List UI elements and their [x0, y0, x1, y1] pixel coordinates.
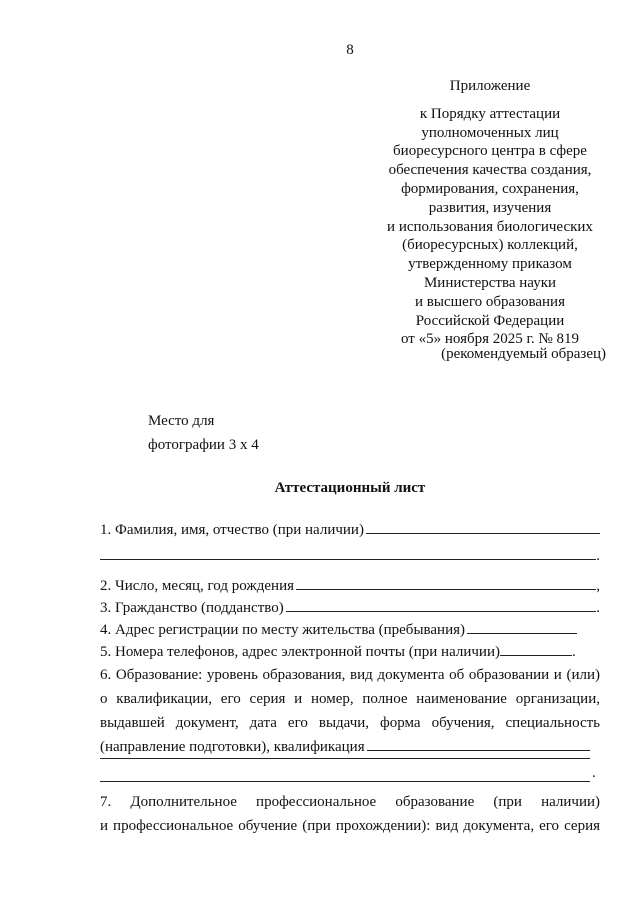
appendix-line: обеспечения качества создания,: [388, 162, 592, 179]
field-additional-education-line: 7. Дополнительное профессиональное образование (при наличии): [100, 794, 600, 810]
field-label: (направление подготовки), квалификация: [100, 739, 365, 755]
appendix-line: от «5» ноября 2025 г. № 819: [400, 331, 580, 348]
birth-date-blank[interactable]: [296, 575, 596, 590]
attestation-form: [100, 519, 600, 759]
qualification-blank[interactable]: [367, 736, 590, 751]
address-blank[interactable]: [467, 619, 577, 634]
sample-note: (рекомендуемый образец): [441, 346, 606, 362]
document-title: Аттестационный лист: [274, 480, 426, 496]
field-full-name-continued: [100, 545, 600, 567]
period: .: [571, 644, 576, 660]
field-citizenship: [100, 597, 600, 619]
appendix-line: к Порядку аттестации: [419, 105, 561, 122]
photo-placeholder-line: Место для: [148, 413, 215, 429]
appendix-line: и высшего образования: [415, 293, 565, 310]
appendix-line: (биоресурсных) коллекций,: [402, 237, 578, 254]
period: .: [596, 600, 600, 616]
appendix-heading: Приложение: [449, 78, 531, 94]
period: .: [596, 548, 600, 564]
education-blank-line-1[interactable]: [100, 758, 590, 759]
education-blank-line-2[interactable]: [100, 781, 590, 782]
field-label: 2. Число, месяц, год рождения: [100, 578, 294, 594]
field-label: 3. Гражданство (подданство): [100, 600, 284, 616]
field-qualification: [100, 735, 600, 759]
photo-placeholder: [148, 409, 259, 457]
field-birth-date: [100, 575, 600, 597]
period: .: [592, 765, 596, 781]
page-number: 8: [346, 42, 354, 58]
field-additional-education-line: и профессиональное обучение (при прохождении): вид документа, его серия: [100, 818, 600, 834]
appendix-line: развития, изучения: [428, 199, 552, 216]
appendix-line: и использования биологических: [387, 218, 593, 235]
photo-placeholder-line: фотографии 3 х 4: [148, 437, 259, 453]
appendix-line: утвержденному приказом: [408, 256, 572, 273]
field-education-line: 6. Образование: уровень образования, вид документа об образовании и (или): [100, 667, 600, 683]
appendix-line: Министерства науки: [423, 274, 557, 291]
field-label: 1. Фамилия, имя, отчество (при наличии): [100, 522, 364, 538]
appendix-line: уполномоченных лиц: [421, 124, 559, 141]
field-label: 5. Номера телефонов, адрес электронной почты (при наличии): [100, 644, 500, 660]
appendix-line: Российской Федерации: [415, 312, 565, 329]
field-education-line: выдавшей документ, дата его выдачи, форма обучения, специальность: [100, 715, 600, 731]
field-contacts: [100, 641, 600, 663]
comma: ,: [596, 578, 600, 594]
full-name-blank[interactable]: [366, 519, 600, 534]
appendix-line: формирования, сохранения,: [401, 180, 579, 197]
contacts-blank[interactable]: [500, 641, 572, 656]
full-name-blank-2[interactable]: [100, 545, 596, 560]
appendix-block: [380, 77, 600, 349]
field-full-name: [100, 519, 600, 541]
field-label: 4. Адрес регистрации по месту жительства (пребывания): [100, 622, 466, 638]
field-address: [100, 619, 600, 641]
field-education-line: о квалификации, его серия и номер, полное наименование организации,: [100, 691, 600, 707]
additional-education-block: [100, 790, 600, 838]
citizenship-blank[interactable]: [286, 597, 597, 612]
appendix-line: биоресурсного центра в сфере: [393, 143, 587, 160]
